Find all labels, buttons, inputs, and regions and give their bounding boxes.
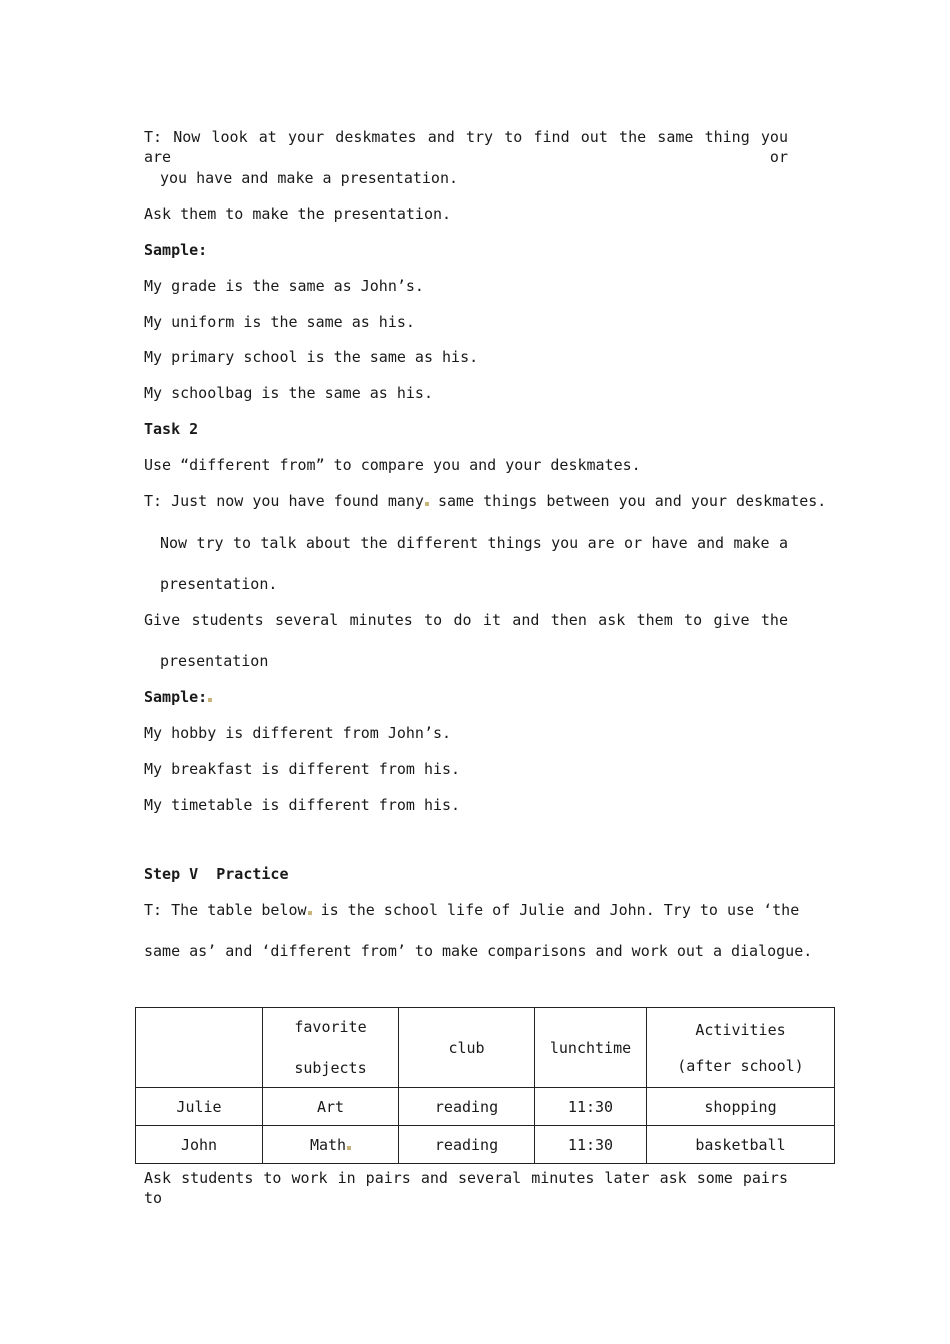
text-span: is the school life of Julie and John. Try to use ‘the [311,901,800,919]
header-cell-subjects [263,1008,399,1088]
mark-dot [347,1146,351,1150]
text-span: Sample: [144,688,208,706]
table-cell-club: reading [399,1088,535,1126]
text-line: Ask students to work in pairs and several minutes later ask some pairs to [144,1169,788,1207]
text-line: Use “different from” to compare you and your deskmates. [144,456,641,474]
text-line [144,900,799,920]
text-line: T: Now look at your deskmates and try to find out the same thing you are or [144,128,788,166]
table-cell-activity: basketball [647,1126,835,1164]
table-cell-activity: shopping [647,1088,835,1126]
text-line: presentation [160,652,269,670]
text-line: My breakfast is different from his. [144,760,461,778]
header-text: (after school) [677,1056,804,1075]
header-cell-blank [136,1008,263,1088]
text-span: T: The table below [144,901,307,919]
text-line: presentation. [160,575,278,593]
header-cell-activities [647,1008,835,1088]
table-cell-name: Julie [136,1088,263,1126]
table-header-row [136,1008,835,1088]
table-cell-lunchtime: 11:30 [535,1088,647,1126]
text-line: you have and make a presentation. [160,169,459,187]
text-span: T: Just now you have found many [144,492,424,510]
text-line: same as’ and ‘different from’ to make comparisons and work out a dialogue. [144,942,813,960]
text-span: same things between you and your deskmates. [428,492,827,510]
school-life-table [135,1007,835,1164]
table-row [136,1126,835,1164]
mark-dot [208,698,212,702]
table-cell-subject [263,1126,399,1164]
text-line: My schoolbag is the same as his. [144,384,433,402]
text-line: My hobby is different from John’s. [144,724,452,742]
text-line: My uniform is the same as his. [144,313,415,331]
table-cell-lunchtime: 11:30 [535,1126,647,1164]
text-line: My timetable is different from his. [144,796,461,814]
text-line [144,491,826,511]
task-heading: Task 2 [144,420,199,438]
text-line: Ask them to make the presentation. [144,205,452,223]
header-text: subjects [294,1059,367,1077]
header-cell-lunchtime: lunchtime [535,1008,647,1088]
sample-heading [144,687,212,707]
header-cell-club: club [399,1008,535,1088]
text-span: Math [309,1135,347,1154]
step-heading: Step V Practice [144,865,289,883]
text-line: Give students several minutes to do it and then ask them to give the [144,611,788,629]
text-line: My primary school is the same as his. [144,348,479,366]
table-cell-club: reading [399,1126,535,1164]
sample-heading: Sample: [144,241,208,259]
text-line: Now try to talk about the different things you are or have and make a [160,534,788,552]
table-cell-subject: Art [263,1088,399,1126]
header-text: favorite [294,1018,367,1036]
header-text: Activities [695,1020,786,1039]
table-cell-name: John [136,1126,263,1164]
table-row [136,1088,835,1126]
text-line: My grade is the same as John’s. [144,277,424,295]
